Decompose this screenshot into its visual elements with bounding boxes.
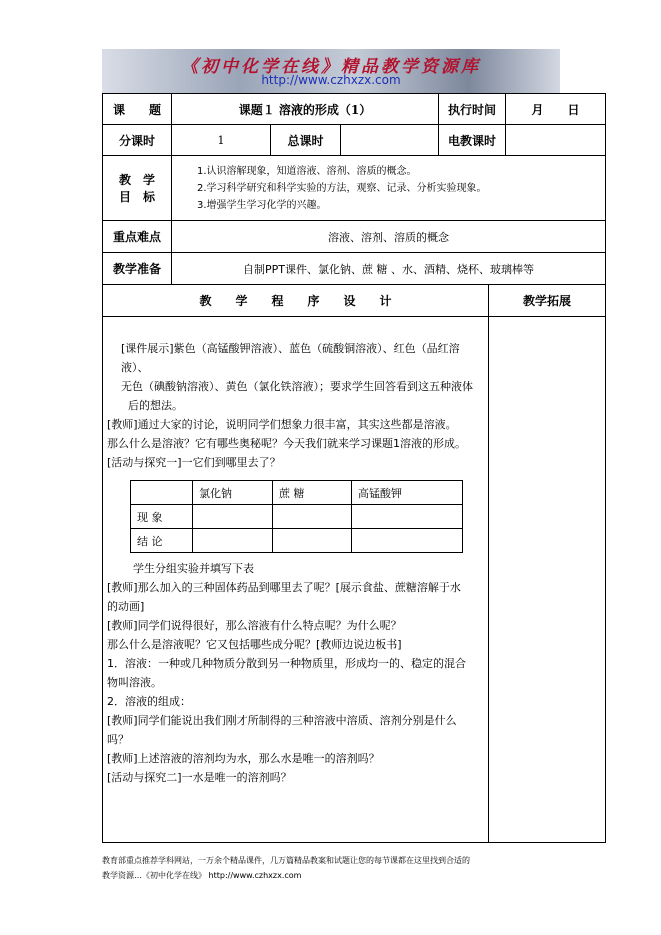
topic-label: 课 题 bbox=[103, 94, 172, 125]
goals-label-line-2: 目 标 bbox=[118, 190, 155, 204]
para-composition: 2．溶液的组成： bbox=[107, 695, 191, 708]
sub-lesson-value: 1 bbox=[172, 125, 271, 156]
footer-line-1: 教育部重点推荐学科网站，一万余个精品课件，几万篇精品教案和试题让您的每节课都在这里找到合适的 bbox=[102, 856, 470, 865]
goals-label bbox=[103, 156, 172, 221]
experiment-header-blank bbox=[131, 481, 193, 505]
para-question-2: 那么什么是溶液呢？它又包括哪些成分呢？[教师边说边板书] bbox=[107, 638, 402, 651]
page-footer bbox=[102, 853, 592, 883]
goals-label-line-1: 教 学 bbox=[118, 173, 155, 187]
prep-value: 自制PPT课件、氯化钠、蔗 糖 、水、酒精、烧杯、玻璃棒等 bbox=[172, 253, 606, 285]
sub-lesson-label: 分课时 bbox=[103, 125, 172, 156]
para-activity-2: [活动与探究二]一水是唯一的溶剂吗？ bbox=[107, 771, 292, 784]
experiment-cell[interactable] bbox=[193, 529, 273, 553]
experiment-row-phenomenon: 现 象 bbox=[131, 505, 193, 529]
para-teacher-4: [教师]同学们能说出我们刚才所制得的三种溶液中溶质、溶剂分别是什么 bbox=[107, 714, 457, 727]
topic-value: 课题１ 溶液的形成（1） bbox=[172, 94, 439, 125]
para-teacher-1: [教师]通过大家的讨论，说明同学们想象力很丰富，其实这些都是溶液。 bbox=[107, 418, 457, 431]
footer-line-2 bbox=[102, 868, 592, 883]
experiment-cell[interactable] bbox=[352, 529, 463, 553]
goals-list bbox=[172, 156, 606, 221]
experiment-cell[interactable] bbox=[273, 529, 352, 553]
experiment-table bbox=[130, 480, 463, 553]
para-courseware-end: 后的想法。 bbox=[128, 399, 183, 412]
goal-item: 3.增强学生学习化学的兴趣。 bbox=[197, 199, 327, 211]
experiment-cell[interactable] bbox=[273, 505, 352, 529]
para-courseware: [课件展示]紫色（高锰酸钾溶液）、蓝色（硫酸铜溶液）、红色（品红溶液）、 bbox=[121, 342, 460, 374]
para-teacher-5: [教师]上述溶液的溶剂均为水，那么水是唯一的溶剂吗？ bbox=[107, 752, 380, 765]
key-points-value: 溶液、溶剂、溶质的概念 bbox=[172, 221, 606, 253]
para-activity-1: [活动与探究一]一它们到哪里去了？ bbox=[107, 456, 281, 469]
design-header: 教 学 程 序 设 计 bbox=[103, 285, 489, 317]
experiment-header-nacl: 氯化钠 bbox=[193, 481, 273, 505]
para-question-1: 那么什么是溶液？它有哪些奥秘呢？今天我们就来学习课题1溶液的形成。 bbox=[107, 437, 466, 450]
banner-url[interactable]: http://www.czhxzx.com bbox=[261, 73, 401, 87]
para-courseware-cont: 无色（碘酸钠溶液）、黄色（氯化铁溶液）；要求学生回答看到这五种液体 bbox=[121, 380, 473, 393]
para-teacher-2: [教师]那么加入的三种固体药品到哪里去了呢？[展示食盐、蔗糖溶解于水 bbox=[107, 581, 461, 594]
experiment-row-conclusion: 结 论 bbox=[131, 529, 193, 553]
para-definition-cont: 物叫溶液。 bbox=[107, 676, 162, 689]
site-banner bbox=[102, 49, 560, 93]
para-teacher-4-cont: 吗？ bbox=[107, 733, 129, 746]
elec-lesson-value bbox=[506, 125, 606, 156]
para-definition: 1．溶液：一种或几种物质分散到另一种物质里，形成均一的、稳定的混合 bbox=[107, 657, 466, 670]
para-teacher-2-cont: 的动画] bbox=[107, 600, 145, 613]
para-group-experiment: 学生分组实验并填写下表 bbox=[133, 562, 254, 575]
total-lesson-label: 总课时 bbox=[271, 125, 341, 156]
lesson-plan-table bbox=[102, 93, 606, 843]
goal-item: 1.认识溶解现象，知道溶液、溶剂、溶质的概念。 bbox=[197, 165, 417, 177]
exec-time-value: 月 日 bbox=[506, 94, 606, 125]
experiment-header-kmno4: 高锰酸钾 bbox=[352, 481, 463, 505]
footer-site-name: 教学资源…《初中化学在线》 bbox=[102, 871, 206, 880]
prep-label: 教学准备 bbox=[103, 253, 172, 285]
extension-header: 教学拓展 bbox=[489, 285, 606, 317]
experiment-cell[interactable] bbox=[352, 505, 463, 529]
design-body bbox=[103, 317, 489, 843]
footer-url[interactable]: http://www.czhxzx.com bbox=[208, 871, 302, 880]
para-teacher-3: [教师]同学们说得很好，那么溶液有什么特点呢？为什么呢？ bbox=[107, 619, 402, 632]
key-points-label: 重点难点 bbox=[103, 221, 172, 253]
exec-time-label: 执行时间 bbox=[439, 94, 506, 125]
elec-lesson-label: 电教课时 bbox=[439, 125, 506, 156]
total-lesson-value bbox=[341, 125, 439, 156]
experiment-header-sucrose: 蔗 糖 bbox=[273, 481, 352, 505]
banner-title: 《初中化学在线》精品教学资源库 bbox=[181, 57, 481, 77]
goal-item: 2.学习科学研究和科学实验的方法，观察、记录、分析实验现象。 bbox=[197, 182, 487, 194]
experiment-cell[interactable] bbox=[193, 505, 273, 529]
extension-body bbox=[489, 317, 606, 843]
